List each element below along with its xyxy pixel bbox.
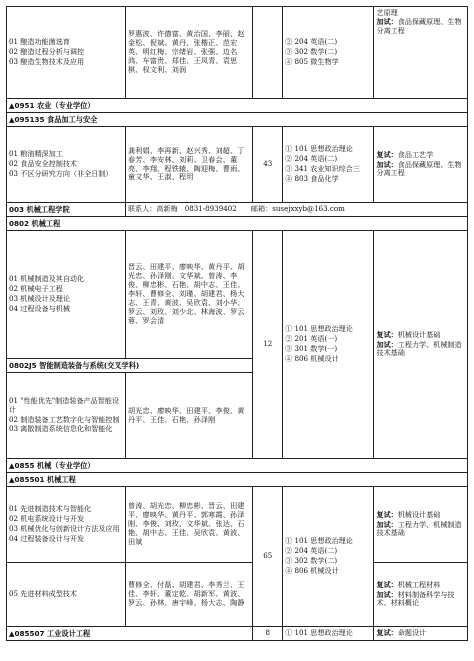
direction-item: 03 机械设计及理论	[9, 294, 70, 303]
exam-item: ② 201 英语(一)	[285, 334, 338, 344]
brewing-advisors: 罗惠波、许德富、黄治国、李丽、赵金松、倪斌、黄丹、张楷正、范宏英、明红梅、宗绪岩、张强、边名鸿、车富贵、郑佳、王凤青、袁思棋、权文利、刘润	[125, 7, 252, 99]
design-exam: ① 101 思想政治理论	[283, 627, 374, 641]
section-heading: ▲095135 食品加工与安全	[7, 113, 468, 127]
mecheng-quota: 65	[253, 487, 283, 627]
retest-label: 复试：	[376, 149, 398, 159]
section-heading: ▲085501 机械工程	[7, 473, 468, 487]
retest-text: 命题设计	[397, 628, 427, 638]
extra-exam-label: 加试：	[376, 339, 398, 349]
exam-item: ② 204 英语(二)	[285, 546, 338, 556]
section-heading: ▲0855 机械（专业学位）	[7, 459, 468, 473]
mech-quota: 12	[253, 231, 283, 459]
brewing-retest	[374, 7, 468, 99]
mech-exams	[283, 231, 374, 459]
direction-item: 02 食品安全控制技术	[9, 159, 78, 169]
material-advisors: 曹修全、付磊、胡建君、李秀兰、王佳、李轩、董定乾、胡新军、黄波、罗云、孙林、唐宇峰、杨大志、陶静	[125, 563, 252, 627]
mecheng-directions	[7, 487, 126, 563]
section-heading: ▲0951 农业（专业学位）	[7, 99, 468, 113]
exam-item: ③ 302 数学(二)	[285, 556, 338, 565]
retest-label: 复试：	[376, 628, 398, 638]
direction-item: 01 机械制造及其自动化	[9, 274, 85, 284]
retest-text: 机械设计基础	[397, 509, 441, 519]
material-direction: 05 先进材料成型技术	[7, 563, 126, 627]
extra-exam-text: 食品保藏原理、生物分离工程	[376, 159, 462, 178]
exam-item: ② 204 英语(二)	[285, 37, 338, 47]
brewing-directions	[7, 7, 126, 99]
retest-label: 复试：	[376, 509, 398, 519]
food-quota: 43	[253, 127, 283, 203]
food-retest	[374, 127, 468, 203]
direction-item: 01 粮油精深加工	[9, 149, 63, 159]
direction-item: 03 离散制造系统信息化和智能化	[9, 424, 113, 434]
exam-item: ③ 341 农业知识综合三	[285, 164, 360, 173]
school-contact: 联系人：高新梅 0831-8939402 邮箱：susejxxyb@163.com	[125, 203, 467, 217]
direction-item: 01 酿造功能菌选育	[9, 37, 70, 47]
extra-exam-text: 工程力学、机械制造技术基础	[376, 339, 462, 358]
mech-advisors: 晋云、田建平、廖映华、黄丹平、胡光忠、孙泽刚、文华斌、曾涛、李俊、柳忠彬、石艳、胡中志、王佳、李轩、曹修全、刘瑾、胡建君、杨大志、王青、黄波、吴欣袁、刘小华、罗云、刘玫、刘少北、林海波、罗云蓉、罗会清	[125, 231, 252, 359]
mech-directions	[7, 231, 126, 359]
mecheng-retest	[374, 487, 468, 563]
material-retest	[374, 563, 468, 627]
mecheng-advisors: 曾涛、胡光忠、柳忠彬、晋云、田建平、廖映华、黄丹平、郭寒霞、孙泽刚、李俊、刘玫、文华斌、张达、石艳、胡中志、王佳、吴欣袁、黄波、田斌	[125, 487, 252, 563]
direction-item: 02 酿造过程分析与调控	[9, 47, 85, 57]
direction-item: 02 机电系统设计与开发	[9, 514, 85, 524]
retest-text: 机械设计基础	[397, 329, 441, 339]
mech-retest	[374, 231, 468, 459]
exam-item: ④ 806 机械设计	[285, 565, 339, 575]
brewing-quota	[253, 7, 283, 99]
design-retest	[374, 627, 468, 641]
extra-exam-text: 材料制备科学与技术、材料概论	[376, 589, 455, 608]
design-row	[7, 627, 468, 641]
admission-catalog-table	[6, 6, 468, 641]
extra-exam-label: 加试：	[376, 589, 398, 599]
exam-item: ① 101 思想政治理论	[285, 144, 353, 154]
direction-item: 01 "性能优先"制造装备产品智能设计	[9, 395, 120, 414]
extra-exam-text: 工程力学、机械制造技术基础	[376, 519, 462, 538]
brewing-row	[7, 7, 468, 99]
direction-item: 01 先进制造技术与智能化	[9, 504, 92, 514]
direction-item: 04 过程装备设计与开发	[9, 533, 85, 543]
exam-item: ① 101 思想政治理论	[285, 536, 353, 546]
school-name: 003 机械工程学院	[7, 203, 126, 217]
food-directions	[7, 127, 126, 203]
food-row	[7, 127, 468, 203]
exam-item: ③ 301 数学(一)	[285, 344, 338, 353]
extra-exam-text: 食品保藏原理、生物分离工程	[376, 17, 462, 36]
direction-item: 03 酿造生物技术及应用	[9, 56, 85, 66]
extra-exam-label: 加试：	[376, 159, 398, 169]
exam-item: ④ 806 机械设计	[285, 353, 339, 363]
exam-item: ② 204 英语(二)	[285, 154, 338, 164]
exam-item: ① 101 思想政治理论	[285, 324, 353, 334]
section-heading: 0802J5 智能制造装备与系统(交叉学科)	[7, 359, 253, 373]
brewing-exams	[283, 7, 374, 99]
retest-label: 复试：	[376, 329, 398, 339]
retest-label: 复试：	[376, 579, 398, 589]
exam-item: ④ 805 微生物学	[285, 56, 339, 66]
design-quota: 8	[253, 627, 283, 641]
food-advisors: 龚利娟、李再新、赵兴秀、刘超、丁春芳、李安林、刘莉、卫春会、董亮、李翔、程铁辕、陶迎梅、曹雨、童文华、王淑、程玥	[125, 127, 252, 203]
retest-text: 机械工程材料	[397, 579, 441, 589]
section-heading: 0802 机械工程	[7, 217, 468, 231]
food-exams	[283, 127, 374, 203]
mech-row	[7, 231, 468, 359]
retest-text: 艺原理	[376, 7, 398, 17]
direction-item: 02 机械电子工程	[9, 284, 63, 294]
retest-text: 食品工艺学	[397, 149, 434, 159]
extra-exam-label: 加试：	[376, 17, 398, 27]
smart-directions	[7, 373, 126, 459]
direction-item: 03 机械优化与创新设计方法及应用	[9, 524, 120, 533]
exam-item: ③ 302 数学(二)	[285, 47, 338, 57]
exam-item: ④ 803 食品化学	[285, 173, 339, 183]
direction-item: 04 过程设备与机械	[9, 303, 70, 313]
section-heading: ▲085507 工业设计工程	[7, 627, 253, 641]
material-row	[7, 563, 468, 627]
mecheng-row	[7, 487, 468, 563]
direction-item: 02 制造装备工艺数字化与智能控制	[9, 414, 120, 424]
mecheng-exams	[283, 487, 374, 627]
extra-exam-label: 加试：	[376, 519, 398, 529]
smart-advisors: 胡光忠、廖映华、田建平、李俊、黄丹平、王佳、石艳、孙泽刚	[125, 373, 252, 459]
direction-item: 03 不区分研究方向（非全日制）	[9, 168, 113, 178]
